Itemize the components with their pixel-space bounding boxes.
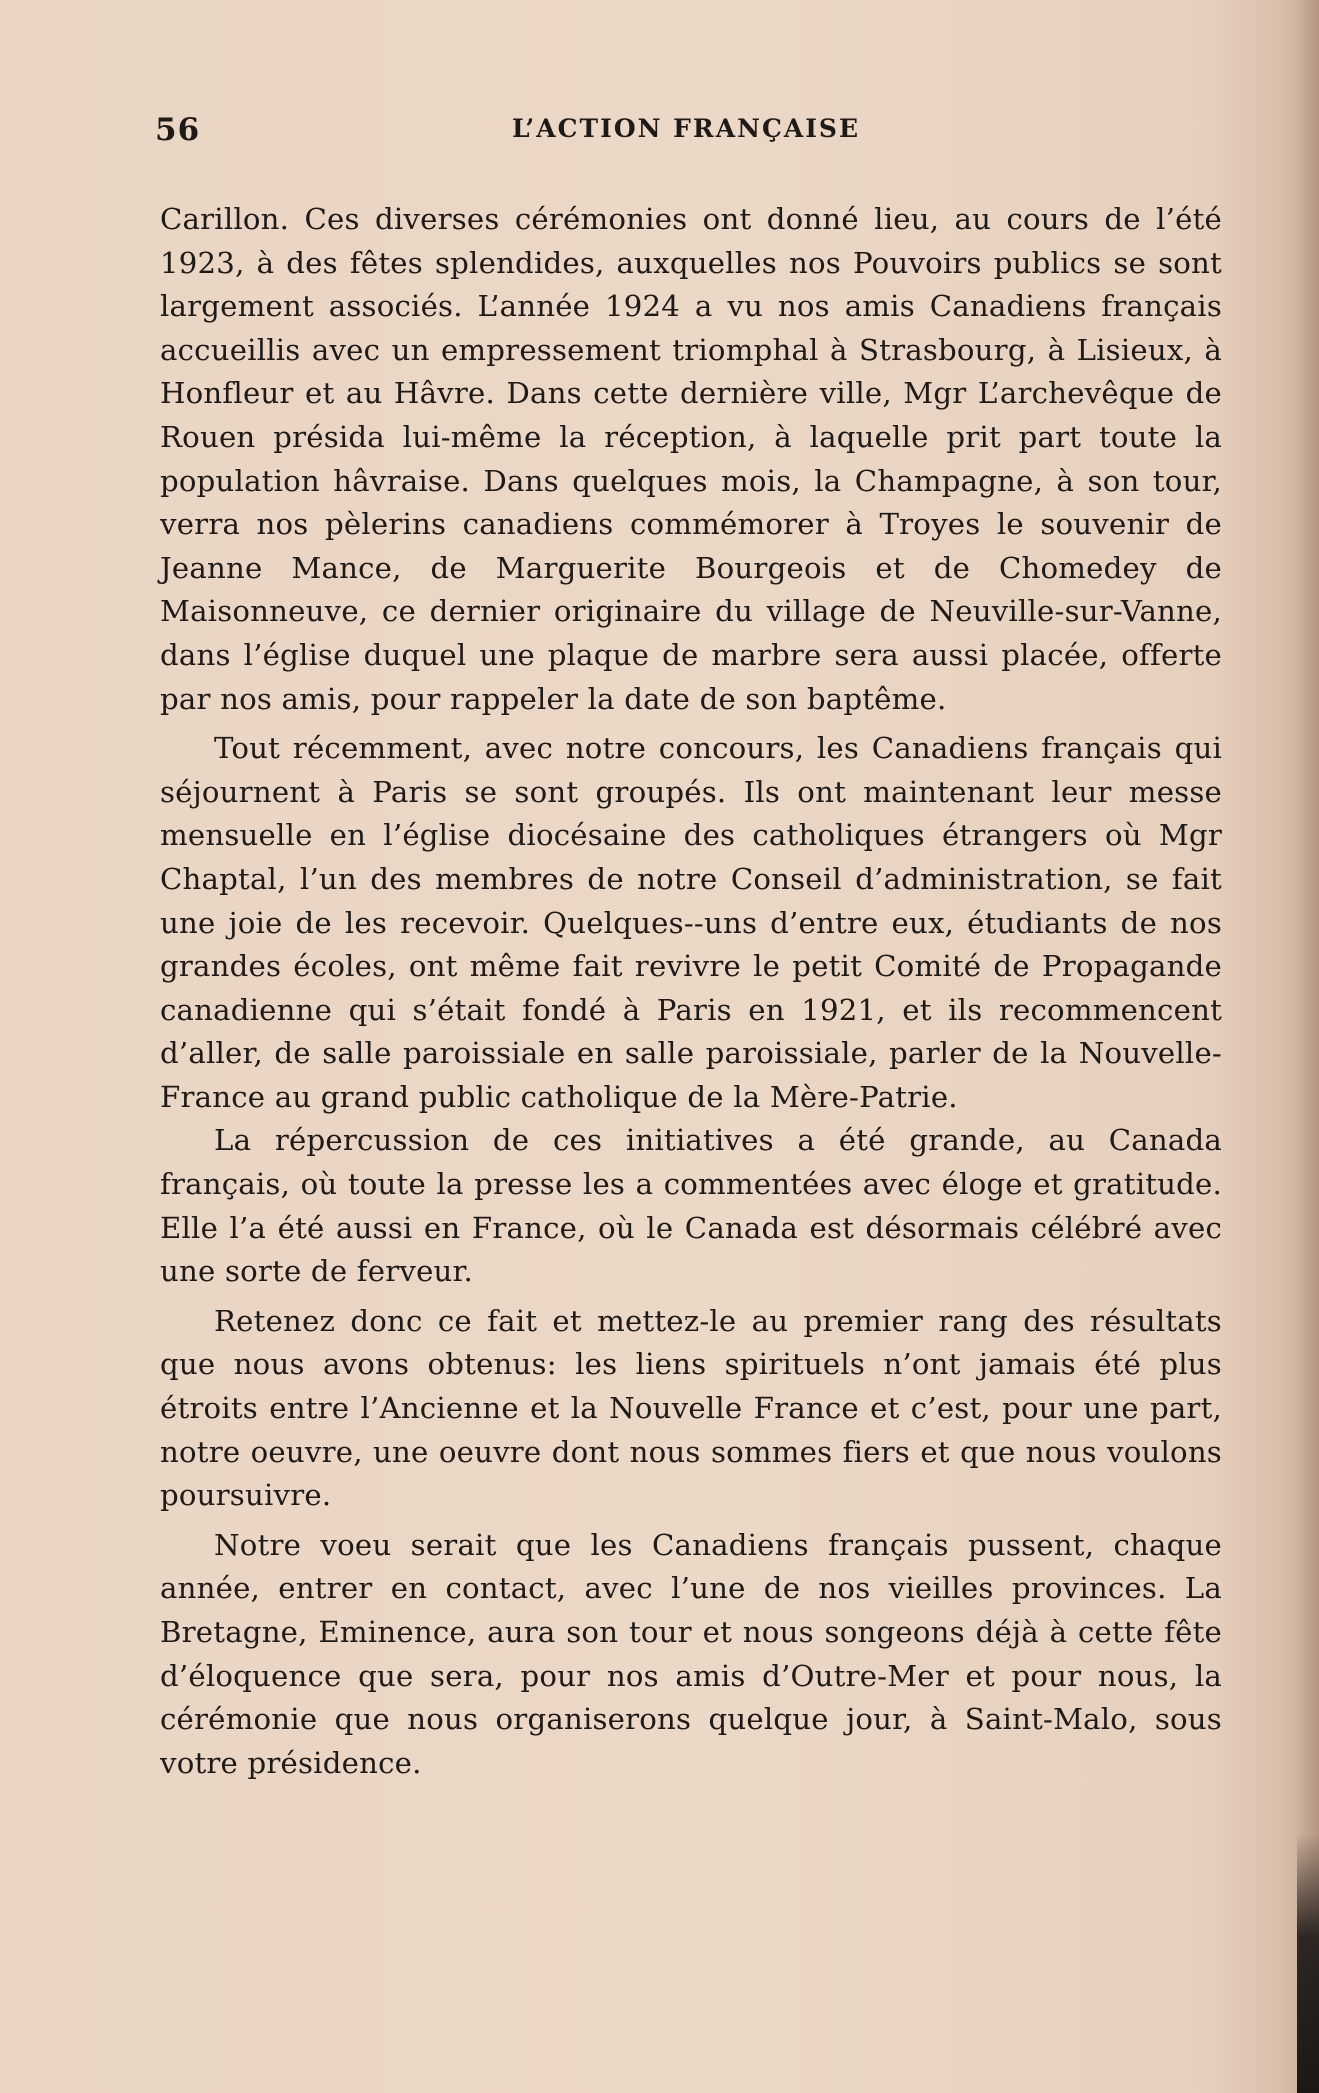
paragraph-5: Notre voeu serait que les Canadiens français pussent, chaque année, entrer en contact, avec l’une de nos vieilles provinces. La Bretagne, Eminence, aura son tour et nous songeons déjà à cette fête d’éloquence que sera, pour nos amis d’Outre-Mer et pour nous, la cérémonie que nous organiserons quelque jour, à Saint-Malo, sous votre présidence.: [160, 1527, 1222, 1780]
body-text: [160, 198, 1222, 1785]
running-title: L’ACTION FRANÇAISE: [511, 114, 861, 143]
paragraph-1: Carillon. Ces diverses cérémonies ont donné lieu, au cours de l’été 1923, à des fêtes splendides, auxquelles nos Pouvoirs publics se sont largement associés. L’année 1924 a vu nos amis Canadiens français accueillis avec un empressement triomphal à Strasbourg, à Lisieux, à Honfleur et au Hâvre. Dans cette dernière ville, Mgr L’archevêque de Rouen présida lui-même la réception, à laquelle prit part toute la population hâvraise. Dans quelques mois, la Champagne, à son tour, verra nos pèlerins canadiens commémorer à Troyes le souvenir de Jeanne Mance, de Marguerite Bourgeois et de Chomedey de Maisonneuve, ce dernier originaire du village de Neuville-sur-Vanne, dans l’église duquel une plaque de marbre sera aussi placée, offerte par nos amis, pour rappeler la date de son baptême.: [160, 202, 1222, 716]
page-header: [155, 108, 1217, 158]
paragraph-3: La répercussion de ces initiatives a été grande, au Canada français, où toute la presse les a commentées avec éloge et gratitude. Elle l’a été aussi en France, où le Canada est désormais célébré avec une sorte de ferveur.: [160, 1123, 1222, 1289]
page-number: 56: [155, 112, 201, 148]
page-corner-shadow: [1297, 1833, 1319, 2093]
paragraph-4: Retenez donc ce fait et mettez-le au premier rang des résultats que nous avons obtenus: les liens spirituels n’ont jamais été plus étroits entre l’Ancienne et la Nouvelle France et c’est, pour une part, notre oeuvre, une oeuvre dont nous sommes fiers et que nous voulons poursuivre.: [160, 1303, 1222, 1513]
page-edge-shadow: [1293, 0, 1319, 2093]
paragraph-2: Tout récemment, avec notre concours, les Canadiens français qui séjournent à Paris se sont groupés. Ils ont maintenant leur messe mensuelle en l’église diocésaine des catholiques étrangers où Mgr Chaptal, l’un des membres de notre Conseil d’administration, se fait une joie de les recevoir. Quelques--uns d’entre eux, étudiants de nos grandes écoles, ont même fait revivre le petit Comité de Propagande canadienne qui s’était fondé à Paris en 1921, et ils recommencent d’aller, de salle paroissiale en salle paroissiale, parler de la Nouvelle-France au grand public catholique de la Mère-Patrie.: [160, 731, 1222, 1114]
